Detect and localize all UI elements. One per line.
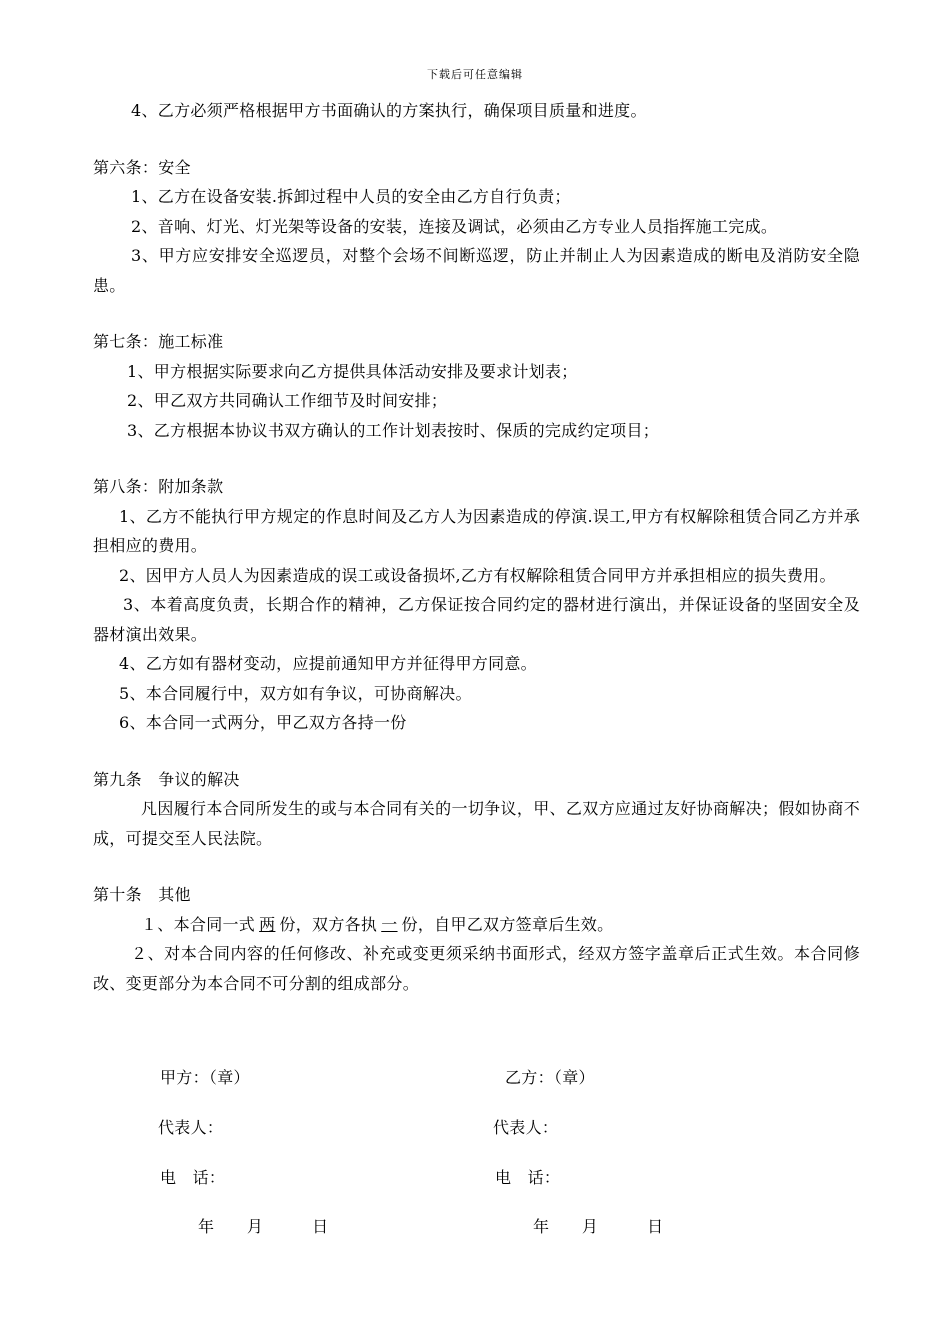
section8-item1: 1、乙方不能执行甲方规定的作息时间及乙方人为因素造成的停演.误工,甲方有权解除租赁合同乙方并承担相应的费用。 — [93, 506, 860, 555]
section7-item2: 2、甲乙双方共同确认工作细节及时间安排； — [127, 391, 448, 410]
copies-blank: 两 — [259, 914, 276, 934]
section10-title: 第十条 其他 — [93, 885, 191, 904]
section8-item4: 4、乙方如有器材变动，应提前通知甲方并征得甲方同意。 — [119, 654, 537, 673]
party-a-seal: 甲方：（章） — [160, 1068, 250, 1087]
section10-item1-mid: 份，双方各执 — [279, 914, 378, 934]
section6-item1: 1、乙方在设备安装.拆卸过程中人员的安全由乙方自行负责； — [131, 187, 571, 206]
page-header: 下载后可任意编辑 — [427, 68, 523, 81]
party-a-phone: 电 话： — [160, 1168, 226, 1187]
party-a-representative: 代表人： — [158, 1118, 224, 1137]
section7-title: 第七条：施工标准 — [93, 332, 224, 351]
section8-item3: 3、本着高度负责，长期合作的精神，乙方保证按合同约定的器材进行演出，并保证设备的坚固安全及器材演出效果。 — [93, 595, 860, 644]
section5-item4: 4、乙方必须严格根据甲方书面确认的方案执行，确保项目质量和进度。 — [131, 101, 647, 120]
section6-item2: 2、音响、灯光、灯光架等设备的安装，连接及调试，必须由乙方专业人员指挥施工完成。 — [131, 216, 778, 236]
section6-title: 第六条：安全 — [93, 157, 191, 177]
contract-body — [93, 96, 860, 998]
section10-item1 — [93, 910, 860, 940]
party-b-representative: 代表人： — [493, 1118, 559, 1137]
section9-title: 第九条 争议的解决 — [93, 769, 240, 789]
party-a-date: 年 月 日 — [198, 1217, 329, 1236]
section7-item3: 3、乙方根据本协议书双方确认的工作计划表按时、保质的完成约定项目； — [127, 420, 660, 440]
section8-item5: 5、本合同履行中，双方如有争议，可协商解决。 — [119, 683, 472, 703]
section7-item1: 1、甲方根据实际要求向乙方提供具体活动安排及要求计划表； — [127, 361, 578, 381]
section8-title: 第八条：附加条款 — [93, 477, 224, 496]
section9-body: 凡因履行本合同所发生的或与本合同有关的一切争议，甲、乙双方应通过友好协商解决；假如协商不成，可提交至人民法院。 — [93, 799, 860, 848]
party-b-date: 年 月 日 — [533, 1217, 664, 1236]
section8-item2: 2、因甲方人员人为因素造成的误工或设备损坏,乙方有权解除租赁合同甲方并承担相应的损失费用。 — [119, 565, 836, 585]
section10-item2: ２、对本合同内容的任何修改、补充或变更须采纳书面形式，经双方签字盖章后正式生效。本合同修改、变更部分为本合同不可分割的组成部分。 — [93, 944, 860, 993]
section10-item1-pre: １、本合同一式 — [141, 914, 256, 934]
section10-item1-post: 份，自甲乙双方签章后生效。 — [401, 914, 614, 934]
party-b-phone: 电 话： — [495, 1168, 561, 1187]
section6-item3: 3、甲方应安排安全巡逻员，对整个会场不间断巡逻，防止并制止人为因素造成的断电及消防安全隐患。 — [93, 246, 860, 295]
party-b-seal: 乙方：（章） — [505, 1068, 595, 1087]
each-blank: 一 — [381, 914, 398, 934]
section8-item6: 6、本合同一式两分，甲乙双方各持一份 — [119, 713, 407, 732]
